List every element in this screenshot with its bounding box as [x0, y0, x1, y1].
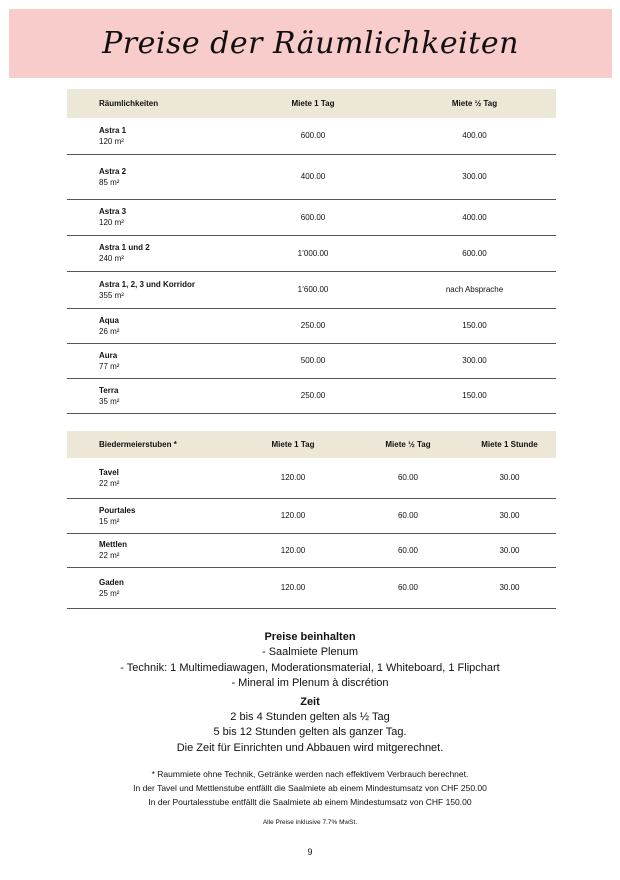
- room-size: 26 m²: [99, 326, 120, 336]
- room-size: 77 m²: [99, 361, 120, 371]
- table-header-row: [67, 89, 556, 118]
- table-row: [67, 567, 556, 608]
- table-row: [67, 378, 556, 413]
- room-name: Astra 1, 2, 3 und Korridor: [99, 279, 196, 289]
- table-row: [67, 498, 556, 533]
- room-name: Tavel: [99, 467, 119, 477]
- price-hour: 30.00: [499, 545, 520, 555]
- column-header-hour: Miete 1 Stunde: [481, 440, 538, 449]
- price-hour: 30.00: [499, 583, 520, 592]
- price-half-day: 60.00: [397, 511, 419, 520]
- price-day: 120.00: [280, 545, 306, 555]
- vat-note: Alle Preise inklusive 7.7% MwSt.: [262, 819, 358, 826]
- table-row: [67, 308, 556, 343]
- room-size: 85 m²: [99, 177, 120, 187]
- price-day: 1’000.00: [297, 248, 329, 258]
- column-header-day: Miete 1 Tag: [291, 99, 335, 108]
- page-number: 9: [307, 847, 313, 857]
- price-hour: 30.00: [499, 473, 520, 483]
- price-half-day: 300.00: [462, 172, 487, 181]
- included-line: - Saalmiete Plenum: [262, 646, 358, 658]
- price-day: 250.00: [300, 391, 326, 400]
- footnotes: [0, 767, 620, 809]
- price-half-day: 400.00: [462, 212, 487, 222]
- time-line: 5 bis 12 Stunden gelten als ganzer Tag.: [213, 726, 407, 738]
- room-size: 25 m²: [99, 588, 120, 598]
- table-row: [67, 154, 556, 199]
- price-day: 120.00: [280, 511, 306, 520]
- room-name: Terra: [99, 385, 119, 395]
- room-name: Astra 1: [99, 125, 127, 135]
- column-header-stuben: Biedermeierstuben *: [99, 440, 177, 449]
- room-name: Mettlen: [99, 540, 127, 549]
- room-name: Aqua: [99, 315, 119, 325]
- price-half-day: 60.00: [397, 473, 419, 483]
- room-size: 240 m²: [99, 254, 124, 263]
- price-day: 1’600.00: [297, 285, 329, 294]
- room-name: Pourtales: [99, 505, 136, 515]
- price-half-day: 60.00: [397, 545, 419, 555]
- price-half-day: 150.00: [462, 391, 487, 400]
- column-header-day: Miete 1 Tag: [271, 440, 315, 449]
- price-hour: 30.00: [499, 511, 520, 520]
- footnote-line: In der Pourtalesstube entfällt die Saalmiete ab einem Mindestumsatz von CHF 150.00: [148, 797, 472, 807]
- time-heading: Zeit: [300, 695, 320, 708]
- column-header-rooms: Räumlichkeiten: [99, 99, 159, 108]
- footnote-line: In der Tavel und Mettlenstube entfällt die Saalmiete ab einem Mindestumsatz von CHF 250.00: [133, 783, 487, 793]
- room-size: 120 m²: [99, 218, 124, 227]
- room-size: 355 m²: [99, 290, 124, 300]
- price-half-day: nach Absprache: [445, 285, 504, 294]
- room-name: Gaden: [99, 577, 124, 587]
- column-header-half-day: Miete ½ Tag: [385, 440, 431, 449]
- rooms-price-table: [67, 89, 556, 414]
- table-row: [67, 118, 556, 154]
- included-line: - Mineral im Plenum à discrétion: [231, 677, 389, 689]
- price-day: 600.00: [300, 131, 326, 141]
- footnote-line: * Raummiete ohne Technik, Getränke werden nach effektivem Verbrauch berechnet.: [151, 769, 469, 779]
- room-size: 35 m²: [99, 396, 120, 406]
- table-header-row: [67, 431, 556, 458]
- room-name: Aura: [99, 350, 118, 360]
- included-heading: Preise beinhalten: [264, 631, 356, 643]
- price-half-day: 400.00: [462, 131, 487, 141]
- price-half-day: 300.00: [462, 356, 487, 365]
- page-title: Preise der Räumlichkeiten: [102, 26, 519, 61]
- table-row: [67, 271, 556, 308]
- room-size: 22 m²: [99, 478, 120, 488]
- price-info-section: [0, 630, 620, 756]
- price-day: 120.00: [280, 473, 306, 483]
- price-day: 600.00: [300, 212, 326, 222]
- title-banner: [9, 9, 612, 78]
- price-day: 250.00: [300, 321, 326, 330]
- room-name: Astra 2: [99, 166, 127, 176]
- table-row: [67, 458, 556, 498]
- price-day: 120.00: [280, 583, 306, 592]
- price-half-day: 60.00: [397, 583, 419, 592]
- table-row: [67, 235, 556, 271]
- table-row: [67, 199, 556, 235]
- table-row: [67, 533, 556, 567]
- time-line: 2 bis 4 Stunden gelten als ½ Tag: [230, 710, 390, 723]
- room-size: 120 m²: [99, 136, 124, 146]
- room-name: Astra 3: [99, 207, 127, 216]
- room-name: Astra 1 und 2: [99, 243, 150, 252]
- room-size: 22 m²: [99, 551, 120, 560]
- time-line: Die Zeit für Einrichten und Abbauen wird mitgerechnet.: [176, 741, 444, 754]
- column-header-half-day: Miete ½ Tag: [451, 99, 498, 108]
- stuben-price-table: [67, 431, 556, 609]
- included-line: - Technik: 1 Multimediawagen, Moderationsmaterial, 1 Whiteboard, 1 Flipchart: [120, 661, 500, 674]
- price-half-day: 150.00: [462, 321, 487, 330]
- price-day: 500.00: [300, 356, 326, 365]
- price-day: 400.00: [300, 172, 326, 181]
- price-half-day: 600.00: [462, 248, 487, 258]
- room-size: 15 m²: [99, 516, 120, 526]
- table-row: [67, 343, 556, 378]
